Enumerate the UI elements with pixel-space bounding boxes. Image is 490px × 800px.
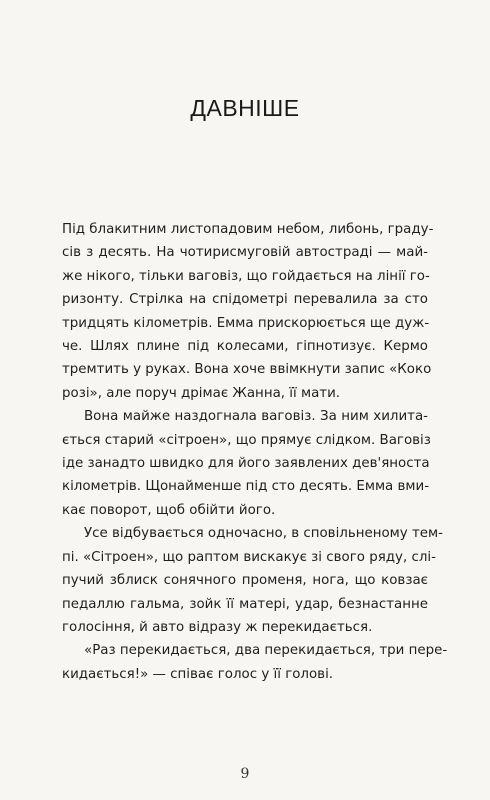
text-line: же нікого, тільки ваговіз, що гойдається на лінії го- — [62, 268, 430, 284]
text-line: че. Шлях плине під колесами, гіпнотизує. Кермо — [62, 339, 428, 355]
paragraph-2 — [62, 405, 431, 522]
text-line: пучий зблиск сонячного променя, нога, що ковзає — [62, 573, 428, 589]
text-line: голосіння, й авто відразу ж перекидається. — [62, 619, 373, 635]
text-line: Під блакитним листопадовим небом, либонь, граду- — [62, 222, 434, 237]
text-line: тридцять кілометрів. Емма прискорюється ще дуж- — [62, 315, 430, 331]
paragraph-1 — [62, 218, 434, 405]
text-line: «Раз перекидається, два перекидається, три пере- — [84, 643, 448, 659]
text-line: кидається!» — співає голос у її голові. — [62, 666, 334, 682]
text-line: ється старий «сітроен», що прямує слідком. Ваговіз — [62, 432, 431, 448]
text-line: іде занадто швидко для його заявлених дев'яноста — [62, 456, 430, 472]
body-text — [62, 218, 448, 686]
text-line: сів з десять. На чотирисмуговій автостраді — май- — [62, 245, 428, 261]
paragraph-3 — [62, 522, 443, 639]
text-line: педаллю гальма, зойк її матері, удар, безнастанне — [62, 596, 428, 612]
text-line: кілометрів. Щонайменше під сто десять. Емма вми- — [62, 479, 430, 495]
text-line: Вона майже наздогнала ваговіз. За ним хилита- — [84, 409, 428, 425]
text-line: тремтить у руках. Вона хоче ввімкнути запис «Коко — [62, 362, 432, 378]
text-line: кає поворот, щоб обійти його. — [62, 502, 276, 518]
text-line: Усе відбувається одночасно, в сповільненому тем- — [84, 526, 443, 542]
text-line: розі», але поруч дрімає Жанна, її мати. — [62, 385, 341, 401]
paragraph-4 — [62, 639, 448, 686]
text-line: ризонту. Стрілка на спідометрі перевалила за сто — [62, 292, 428, 308]
chapter-title: ДАВНІШЕ — [190, 95, 300, 121]
page-number: 9 — [240, 766, 250, 782]
text-line: пі. «Сітроен», що раптом вискакує зі свого ряду, слі- — [62, 549, 436, 565]
